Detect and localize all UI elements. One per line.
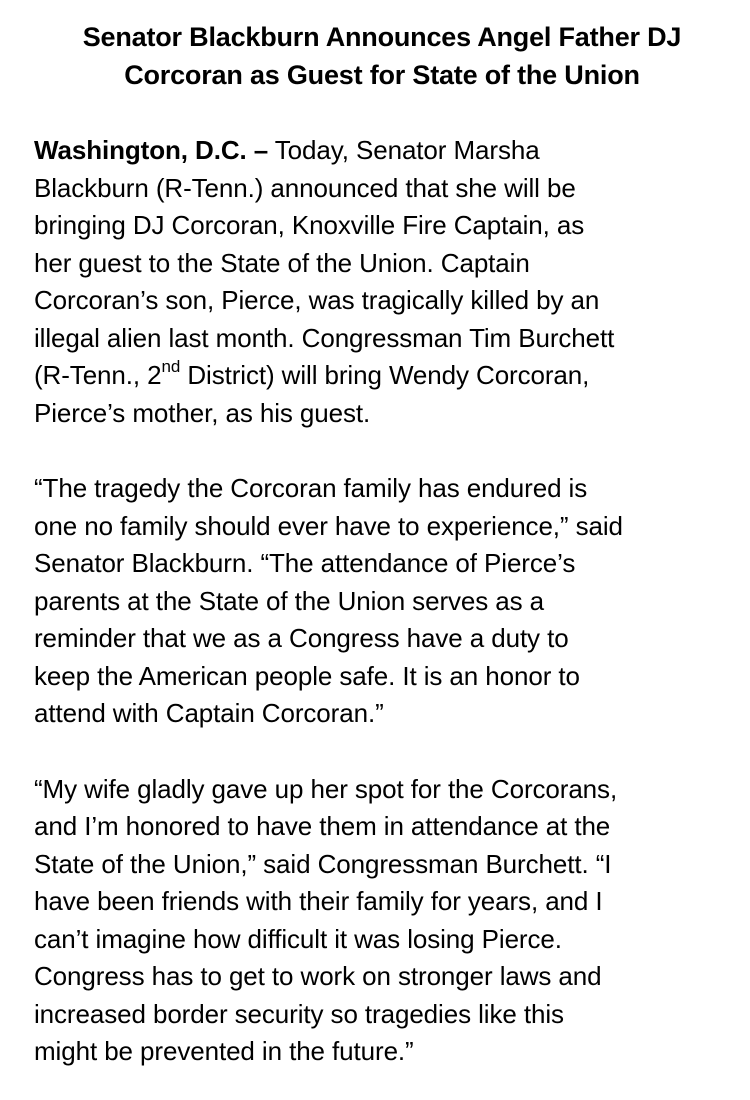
paragraph-line: keep the American people safe. It is an honor to [34, 660, 580, 691]
paragraph-announcement [34, 132, 730, 432]
paragraph-line [34, 132, 730, 170]
paragraph-line: Blackburn (R-Tenn.) announced that she will be [34, 172, 576, 203]
paragraph-line: illegal alien last month. Congressman Tim Burchett [34, 322, 615, 353]
paragraph-line: reminder that we as a Congress have a duty to [34, 623, 569, 653]
paragraph-blackburn-quote [34, 470, 730, 733]
paragraph-line: attend with Captain Corcoran.” [34, 698, 384, 728]
paragraph-line: Corcoran’s son, Pierce, was tragically killed by an [34, 285, 600, 315]
paragraph-line: parents at the State of the Union serves as a [34, 585, 545, 616]
paragraph-line: can’t imagine how difficult it was losing Pierce. [34, 923, 562, 954]
paragraph-line: Congress has to get to work on stronger laws and [34, 961, 602, 991]
paragraph-text: (R-Tenn., 2 [34, 360, 162, 390]
paragraph-line: have been friends with their family for years, and I [34, 886, 603, 916]
ordinal-suffix: nd [161, 357, 181, 377]
title-line: Corcoran as Guest for State of the Union [124, 60, 640, 90]
page-title [34, 18, 730, 94]
paragraph-line [34, 357, 730, 395]
paragraph-line: “The tragedy the Corcoran family has endured is [34, 473, 588, 503]
paragraph-burchett-quote [34, 771, 730, 1071]
paragraph-line: bringing DJ Corcoran, Knoxville Fire Captain, as [34, 210, 585, 240]
paragraph-line: and I’m honored to have them in attendance at the [34, 811, 611, 841]
title-line: Senator Blackburn Announces Angel Father DJ [82, 22, 682, 52]
paragraph-line: one no family should ever have to experience,” said [34, 510, 623, 541]
paragraph-text: Today, Senator Marsha [268, 135, 540, 165]
paragraph-line: Pierce’s mother, as his guest. [34, 397, 371, 428]
paragraph-line: “My wife gladly gave up her spot for the Corcorans, [34, 773, 618, 804]
paragraph-line: might be prevented in the future.” [34, 1036, 414, 1066]
dateline: Washington, D.C. – [34, 135, 269, 165]
paragraph-line: her guest to the State of the Union. Captain [34, 247, 530, 278]
paragraph-line: increased border security so tragedies like this [34, 998, 564, 1029]
paragraph-line: Senator Blackburn. “The attendance of Pierce’s [34, 548, 576, 578]
paragraph-text: District) will bring Wendy Corcoran, [180, 360, 590, 390]
paragraph-line: State of the Union,” said Congressman Burchett. “I [34, 848, 612, 879]
